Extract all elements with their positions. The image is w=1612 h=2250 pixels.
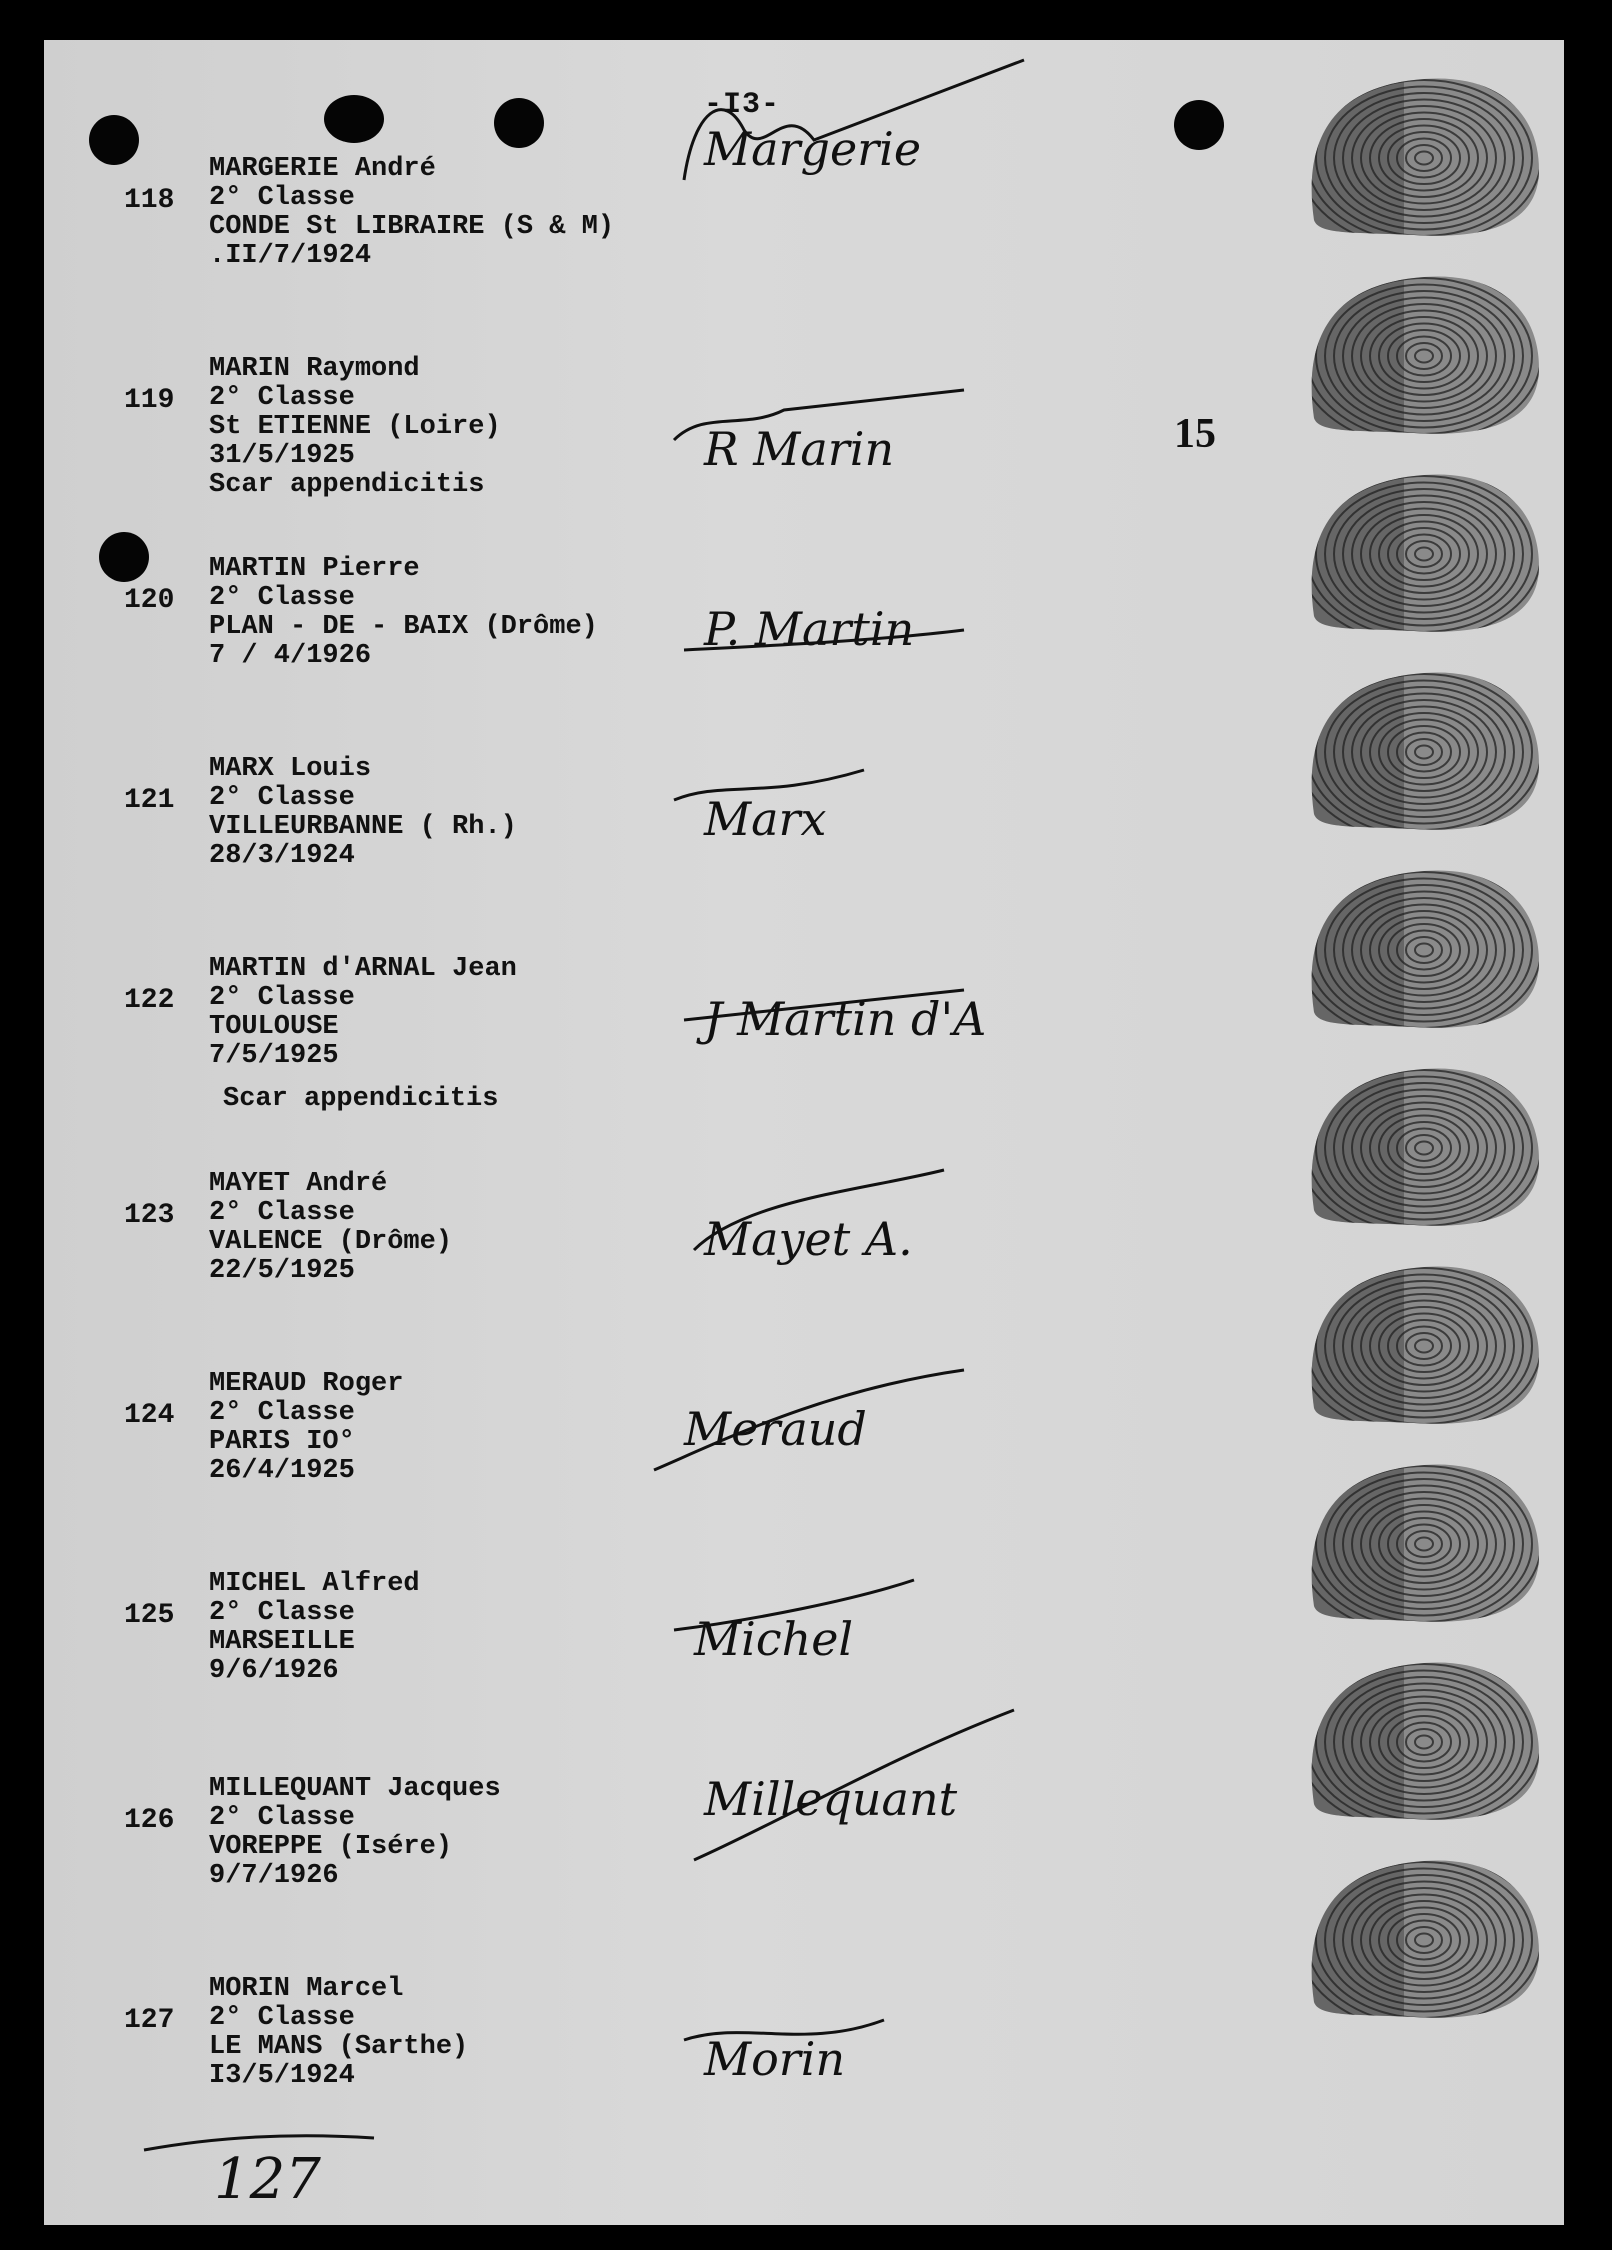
entry-name: MARIN Raymond: [209, 354, 420, 384]
signature-text: Mayet A.: [704, 1212, 913, 1266]
entry-name: MORIN Marcel: [209, 1974, 404, 2004]
signature-text: Meraud: [684, 1402, 867, 1456]
fingerprint-impression: [1294, 1654, 1544, 1824]
entry-date: 9/7/1926: [209, 1861, 339, 1891]
entry-details: [209, 1370, 403, 1486]
entry-details: [209, 1570, 420, 1686]
entry-details: [209, 1975, 468, 2091]
signature-text: J Martin d'A: [704, 992, 987, 1046]
entry-date: 7 / 4/1926: [209, 641, 372, 671]
sheet-number: 15: [1174, 411, 1216, 457]
page-number: -I3-: [704, 88, 781, 122]
entry-place: VALENCE (Drôme): [209, 1227, 453, 1257]
entry-details: [209, 755, 517, 871]
fingerprint-impression: [1294, 268, 1544, 438]
fingerprint-impression: [1294, 1852, 1544, 2022]
entry-name: MAYET André: [209, 1169, 388, 1199]
handwritten-signature: [654, 1560, 1034, 1700]
fingerprint-impression: [1294, 1456, 1544, 1626]
entry-name: MICHEL Alfred: [209, 1569, 420, 1599]
entry-rank: 2° Classe: [209, 1198, 355, 1228]
entry-rank: 2° Classe: [209, 2003, 355, 2033]
entry-rank: 2° Classe: [209, 1398, 355, 1428]
entry-number: 127: [124, 2005, 175, 2036]
entry-place: VILLEURBANNE ( Rh.): [209, 812, 517, 842]
entry-rank: 2° Classe: [209, 383, 355, 413]
entry-number: 124: [124, 1400, 175, 1431]
entry-date: 7/5/1925: [209, 1041, 339, 1071]
fingerprint-impression: [1294, 1258, 1544, 1428]
entry-name: MILLEQUANT Jacques: [209, 1774, 501, 1804]
signature-text: Marx: [704, 792, 827, 846]
punch-hole: [494, 98, 544, 148]
entry-name: MARTIN Pierre: [209, 554, 420, 584]
entry-note: Scar appendicitis: [223, 1084, 499, 1114]
signature-text: Michel: [694, 1612, 854, 1666]
fingerprint-impression: [1294, 466, 1544, 636]
fingerprint-column: [1294, 40, 1564, 2225]
entry-number: 122: [124, 985, 175, 1016]
handwritten-total: [134, 2120, 394, 2210]
entry-date: 9/6/1926: [209, 1656, 339, 1686]
signature-text: P. Martin: [704, 602, 915, 656]
fingerprint-impression: [1294, 862, 1544, 1032]
entry-name: MARTIN d'ARNAL Jean: [209, 954, 517, 984]
entry-place: PLAN - DE - BAIX (Drôme): [209, 612, 598, 642]
entry-details: [209, 955, 517, 1114]
entry-date: 26/4/1925: [209, 1456, 355, 1486]
entry-date: I3/5/1924: [209, 2061, 355, 2091]
handwritten-signature: [664, 740, 1044, 880]
entry-details: [209, 355, 501, 500]
entry-date: 22/5/1925: [209, 1256, 355, 1286]
entry-rank: 2° Classe: [209, 783, 355, 813]
handwritten-signature: [644, 1350, 1024, 1490]
entry-place: TOULOUSE: [209, 1012, 339, 1042]
entry-place: VOREPPE (Isére): [209, 1832, 453, 1862]
signature-text: Morin: [704, 2032, 846, 2086]
handwritten-signature: [664, 940, 1044, 1080]
handwritten-signature: [664, 550, 1044, 690]
handwritten-total-text: 127: [214, 2147, 321, 2210]
entry-number: 125: [124, 1600, 175, 1631]
entry-place: CONDE St LIBRAIRE (S & M): [209, 212, 615, 242]
entry-number: 126: [124, 1805, 175, 1836]
entry-number: 121: [124, 785, 175, 816]
fingerprint-impression: [1294, 70, 1544, 240]
entry-number: 120: [124, 585, 175, 616]
entry-date: .II/7/1924: [209, 241, 372, 271]
entry-place: LE MANS (Sarthe): [209, 2032, 469, 2062]
document-sheet: [44, 40, 1564, 2225]
entry-number: 118: [124, 185, 175, 216]
entry-name: MARGERIE André: [209, 154, 436, 184]
handwritten-signature: [664, 370, 1044, 510]
punch-hole: [324, 95, 384, 143]
entry-date: 31/5/1925: [209, 441, 355, 471]
entry-name: MERAUD Roger: [209, 1369, 404, 1399]
signature-text: Millequant: [704, 1772, 958, 1826]
entry-rank: 2° Classe: [209, 583, 355, 613]
entry-number: 123: [124, 1200, 175, 1231]
entry-details: [209, 555, 598, 671]
handwritten-signature: [664, 1720, 1044, 1860]
entry-details: [209, 1170, 452, 1286]
entry-rank: 2° Classe: [209, 1803, 355, 1833]
handwritten-signature: [664, 70, 1044, 210]
entry-place: MARSEILLE: [209, 1627, 355, 1657]
entry-number: 119: [124, 385, 175, 416]
entry-place: PARIS IO°: [209, 1427, 355, 1457]
entry-date: 28/3/1924: [209, 841, 355, 871]
entry-note: Scar appendicitis: [209, 470, 485, 500]
entry-place: St ETIENNE (Loire): [209, 412, 501, 442]
signature-text: R Marin: [704, 422, 895, 476]
entry-details: [209, 155, 614, 271]
punch-hole: [1174, 100, 1224, 150]
entry-rank: 2° Classe: [209, 1598, 355, 1628]
entry-rank: 2° Classe: [209, 183, 355, 213]
entry-details: [209, 1775, 501, 1891]
fingerprint-impression: [1294, 664, 1544, 834]
fingerprint-impression: [1294, 1060, 1544, 1230]
entry-name: MARX Louis: [209, 754, 372, 784]
handwritten-signature: [664, 1980, 1044, 2120]
handwritten-signature: [664, 1160, 1044, 1300]
signature-text: Margerie: [704, 122, 922, 176]
entry-rank: 2° Classe: [209, 983, 355, 1013]
